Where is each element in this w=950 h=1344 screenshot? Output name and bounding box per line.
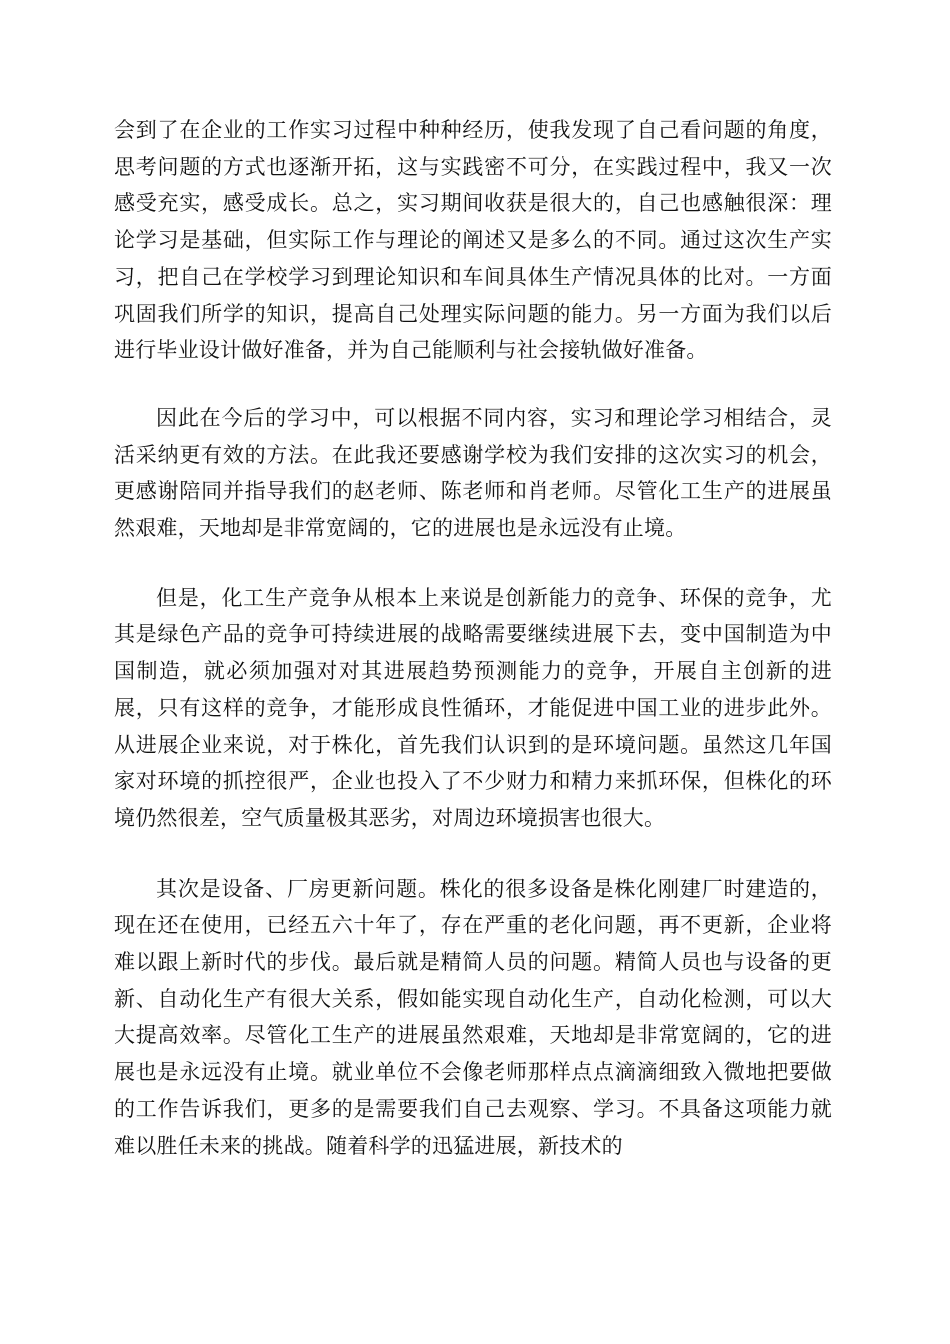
paragraph-4: 其次是设备、厂房更新问题。株化的很多设备是株化刚建厂时建造的，现在还在使用，已经五六十年了，存在严重的老化问题，再不更新，企业将难以跟上新时代的步伐。最后就是精简人员的问题。精简人员也与设备的更新、自动化生产有很大关系，假如能实现自动化生产，自动化检测，可以大大提高效率。尽管化工生产的进展虽然艰难，天地却是非常宽阔的，它的进展也是永远没有止境。就业单位不会像老师那样点点滴滴细致入微地把要做的工作告诉我们，更多的是需要我们自己去观察、学习。不具备这项能力就难以胜任未来的挑战。随着科学的迅猛进展，新技术的	[114, 876, 832, 1158]
paragraph-3: 但是，化工生产竞争从根本上来说是创新能力的竞争、环保的竞争，尤其是绿色产品的竞争可持续进展的战略需要继续进展下去，变中国制造为中国制造，就必须加强对对其进展趋势预测能力的竞争，开展自主创新的进展，只有这样的竞争，才能形成良性循环，才能促进中国工业的进步此外。从进展企业来说，对于株化，首先我们认识到的是环境问题。虽然这几年国家对环境的抓控很严，企业也投入了不少财力和精力来抓环保，但株化的环境仍然很差，空气质量极其恶劣，对周边环境损害也很大。	[114, 585, 832, 830]
document-page	[114, 112, 832, 1164]
paragraph-2: 因此在今后的学习中，可以根据不同内容，实习和理论学习相结合，灵活采纳更有效的方法。在此我还要感谢学校为我们安排的这次实习的机会，更感谢陪同并指导我们的赵老师、陈老师和肖老师。尽管化工生产的进展虽然艰难，天地却是非常宽阔的，它的进展也是永远没有止境。	[114, 405, 832, 541]
paragraph-1: 会到了在企业的工作实习过程中种种经历，使我发现了自己看问题的角度，思考问题的方式也逐渐开拓，这与实践密不可分，在实践过程中，我又一次感受充实，感受成长。总之，实习期间收获是很大的，自己也感触很深：理论学习是基础，但实际工作与理论的阐述又是多么的不同。通过这次生产实习，把自己在学校学习到理论知识和车间具体生产情况具体的比对。一方面巩固我们所学的知识，提高自己处理实际问题的能力。另一方面为我们以后进行毕业设计做好准备，并为自己能顺利与社会接轨做好准备。	[114, 118, 832, 363]
